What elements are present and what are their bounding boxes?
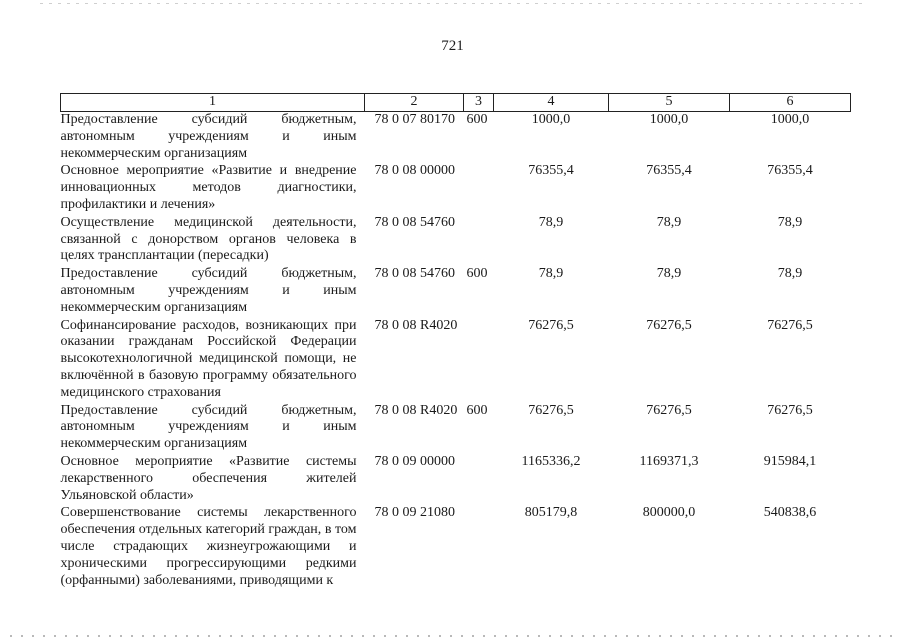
row-amount-3: 78,9	[777, 266, 803, 282]
row-amount-1: 805179,8	[524, 505, 578, 521]
row-target-code: 78 0 07 80170	[374, 112, 455, 127]
row-amount-2: 76276,5	[646, 402, 692, 418]
row-expense-type	[464, 505, 494, 590]
budget-table	[60, 93, 851, 590]
row-name: Софинансирование расходов, возникающих при оказании гражданам Российской Федерации высокотехнологичной медицинской помощи, не включённой в базовую программу обязательного медицинского страхования	[60, 317, 357, 400]
table-row	[61, 318, 851, 403]
row-target-code: 78 0 08 54760	[374, 266, 455, 282]
row-amount-3: 76276,5	[767, 317, 813, 333]
table-row	[61, 266, 851, 317]
row-name: Предоставление субсидий бюджетным, автономным учреждениям и иным некоммерческим организациям	[60, 266, 357, 315]
row-target-code: 78 0 09 21080	[374, 505, 455, 521]
row-amount-1: 76276,5	[528, 402, 574, 418]
row-name: Предоставление субсидий бюджетным, автономным учреждениям и иным некоммерческим организациям	[60, 402, 357, 452]
row-amount-2: 800000,0	[642, 505, 696, 521]
row-amount-3: 78,9	[777, 214, 803, 230]
column-header-6: 6	[730, 94, 851, 112]
row-amount-3: 915984,1	[763, 453, 817, 469]
table-row	[61, 112, 851, 164]
header-row	[61, 94, 851, 112]
row-amount-2: 1169371,3	[639, 453, 699, 469]
page-number: 721	[441, 38, 464, 54]
row-amount-2: 76276,5	[646, 317, 692, 333]
row-amount-2: 78,9	[656, 214, 682, 230]
row-expense-type	[464, 318, 494, 403]
scan-edge-bottom	[10, 635, 895, 637]
row-expense-type: 600	[466, 402, 488, 418]
row-amount-2: 1000,0	[649, 112, 689, 127]
row-name: Осуществление медицинской деятельности, связанной с донорством органов человека в целях трансплантации (пересадки)	[60, 214, 357, 264]
column-header-4: 4	[494, 94, 609, 112]
row-amount-1: 76355,4	[528, 163, 574, 179]
column-header-2: 2	[365, 94, 464, 112]
row-expense-type: 600	[466, 266, 488, 282]
row-amount-3: 540838,6	[763, 505, 817, 521]
row-amount-3: 1000,0	[770, 112, 810, 127]
row-target-code: 78 0 08 R4020	[374, 317, 458, 333]
column-header-1: 1	[61, 94, 365, 112]
row-amount-2: 76355,4	[646, 163, 692, 179]
table-row	[61, 505, 851, 590]
row-expense-type	[464, 163, 494, 214]
row-amount-3: 76276,5	[767, 402, 813, 418]
table-row	[61, 163, 851, 214]
column-header-5: 5	[609, 94, 730, 112]
row-amount-2: 78,9	[656, 266, 682, 282]
table-row	[61, 215, 851, 266]
row-target-code: 78 0 08 00000	[374, 163, 455, 179]
table-row	[61, 403, 851, 454]
row-amount-1: 1165336,2	[521, 453, 581, 469]
row-expense-type: 600	[466, 112, 488, 127]
row-amount-3: 76355,4	[767, 163, 813, 179]
scan-edge-top	[40, 3, 865, 4]
column-header-3: 3	[464, 94, 494, 112]
row-target-code: 78 0 08 R4020	[374, 402, 458, 418]
row-target-code: 78 0 08 54760	[374, 214, 455, 230]
row-name: Предоставление субсидий бюджетным, автономным учреждениям и иным некоммерческим организациям	[60, 112, 357, 161]
row-amount-1: 78,9	[538, 266, 564, 282]
row-expense-type	[464, 454, 494, 505]
table-row	[61, 454, 851, 505]
row-name: Основное мероприятие «Развитие и внедрение инновационных методов диагностики, профилактики и лечения»	[60, 163, 357, 212]
row-name: Основное мероприятие «Развитие системы лекарственного обеспечения жителей Ульяновской области»	[60, 453, 357, 503]
row-name: Совершенствование системы лекарственного обеспечения отдельных категорий граждан, в том числе страдающих жизнеугрожающими и хроническими прогрессирующими редкими (орфанными) заболеваниями, приводящими к	[60, 505, 357, 588]
row-amount-1: 1000,0	[531, 112, 571, 127]
row-amount-1: 76276,5	[528, 317, 574, 333]
row-target-code: 78 0 09 00000	[374, 453, 455, 469]
row-amount-1: 78,9	[538, 214, 564, 230]
row-expense-type	[464, 215, 494, 266]
